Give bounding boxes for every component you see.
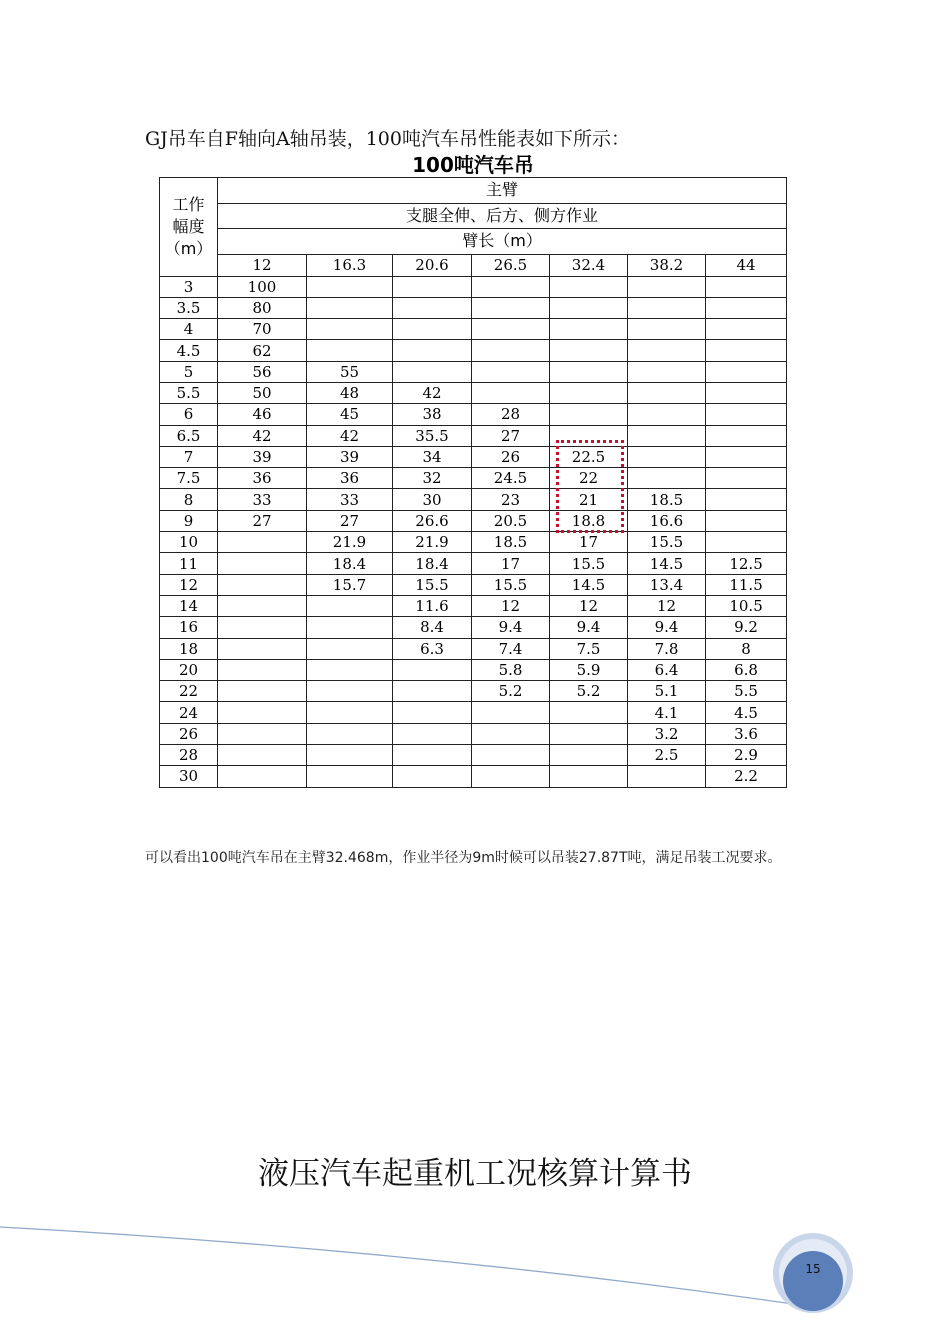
capacity-cell: 14.5 bbox=[550, 574, 628, 595]
capacity-cell: 28 bbox=[472, 404, 550, 425]
capacity-cell: 8 bbox=[706, 638, 787, 659]
capacity-cell bbox=[706, 361, 787, 382]
capacity-cell bbox=[393, 702, 472, 723]
table-title: 100吨汽车吊 bbox=[412, 153, 534, 177]
boom-length-cell: 12 bbox=[218, 254, 307, 276]
capacity-cell bbox=[393, 766, 472, 787]
boom-length-cell: 20.6 bbox=[393, 254, 472, 276]
capacity-cell bbox=[393, 361, 472, 382]
capacity-cell bbox=[706, 340, 787, 361]
capacity-cell: 33 bbox=[218, 489, 307, 510]
capacity-cell: 21.9 bbox=[307, 532, 393, 553]
capacity-cell bbox=[307, 681, 393, 702]
capacity-cell bbox=[307, 340, 393, 361]
capacity-cell: 15.5 bbox=[472, 574, 550, 595]
capacity-cell bbox=[393, 319, 472, 340]
radius-header-line-2: 幅度 bbox=[172, 216, 205, 236]
capacity-cell bbox=[472, 361, 550, 382]
table-row bbox=[160, 382, 787, 403]
capacity-cell bbox=[307, 276, 393, 297]
table-row bbox=[160, 638, 787, 659]
capacity-cell bbox=[218, 766, 307, 787]
capacity-cell: 46 bbox=[218, 404, 307, 425]
capacity-cell bbox=[628, 361, 706, 382]
capacity-cell: 11.6 bbox=[393, 595, 472, 616]
capacity-cell: 5.2 bbox=[472, 681, 550, 702]
capacity-cell bbox=[706, 468, 787, 489]
table-row bbox=[160, 595, 787, 616]
radius-cell: 10 bbox=[160, 532, 218, 553]
radius-cell: 4 bbox=[160, 319, 218, 340]
capacity-cell: 11.5 bbox=[706, 574, 787, 595]
radius-header bbox=[160, 178, 218, 277]
capacity-cell bbox=[550, 702, 628, 723]
capacity-cell bbox=[706, 276, 787, 297]
capacity-cell: 36 bbox=[218, 468, 307, 489]
capacity-cell bbox=[307, 638, 393, 659]
conclusion-text: 可以看出100吨汽车吊在主臂32.468m，作业半径为9m时候可以吊装27.87T吨，满足吊装工况要求。 bbox=[145, 850, 782, 866]
capacity-cell bbox=[628, 446, 706, 467]
capacity-cell: 100 bbox=[218, 276, 307, 297]
capacity-cell: 9.4 bbox=[472, 617, 550, 638]
radius-cell: 20 bbox=[160, 659, 218, 680]
capacity-cell: 8.4 bbox=[393, 617, 472, 638]
capacity-cell: 3.2 bbox=[628, 723, 706, 744]
capacity-cell: 15.5 bbox=[550, 553, 628, 574]
boom-length-cell: 26.5 bbox=[472, 254, 550, 276]
boom-length-cell: 16.3 bbox=[307, 254, 393, 276]
capacity-cell bbox=[472, 340, 550, 361]
capacity-cell: 18.4 bbox=[393, 553, 472, 574]
capacity-cell bbox=[550, 723, 628, 744]
capacity-cell: 10.5 bbox=[706, 595, 787, 616]
capacity-cell bbox=[550, 361, 628, 382]
capacity-cell: 9.2 bbox=[706, 617, 787, 638]
capacity-cell bbox=[550, 382, 628, 403]
capacity-cell: 23 bbox=[472, 489, 550, 510]
capacity-cell: 9.4 bbox=[628, 617, 706, 638]
capacity-cell: 55 bbox=[307, 361, 393, 382]
table-row bbox=[160, 468, 787, 489]
capacity-cell bbox=[628, 297, 706, 318]
capacity-cell bbox=[550, 766, 628, 787]
radius-cell: 5 bbox=[160, 361, 218, 382]
capacity-cell bbox=[393, 745, 472, 766]
table-row bbox=[160, 659, 787, 680]
capacity-cell bbox=[550, 745, 628, 766]
table-row bbox=[160, 510, 787, 531]
radius-cell: 7 bbox=[160, 446, 218, 467]
capacity-cell bbox=[307, 745, 393, 766]
capacity-cell bbox=[706, 510, 787, 531]
capacity-cell: 3.6 bbox=[706, 723, 787, 744]
capacity-cell: 32 bbox=[393, 468, 472, 489]
capacity-cell: 5.5 bbox=[706, 681, 787, 702]
table-row bbox=[160, 681, 787, 702]
radius-cell: 6 bbox=[160, 404, 218, 425]
table-row bbox=[160, 723, 787, 744]
capacity-cell: 12 bbox=[550, 595, 628, 616]
table-row bbox=[160, 361, 787, 382]
capacity-cell: 7.4 bbox=[472, 638, 550, 659]
table-row bbox=[160, 276, 787, 297]
capacity-cell bbox=[628, 340, 706, 361]
capacity-cell: 12 bbox=[628, 595, 706, 616]
radius-cell: 18 bbox=[160, 638, 218, 659]
table-row bbox=[160, 702, 787, 723]
capacity-cell: 15.5 bbox=[393, 574, 472, 595]
boom-length-header: 臂长（m） bbox=[218, 229, 787, 255]
radius-cell: 16 bbox=[160, 617, 218, 638]
radius-cell: 30 bbox=[160, 766, 218, 787]
capacity-cell bbox=[393, 681, 472, 702]
capacity-cell: 15.5 bbox=[628, 532, 706, 553]
capacity-cell bbox=[550, 319, 628, 340]
radius-cell: 3.5 bbox=[160, 297, 218, 318]
table-row bbox=[160, 489, 787, 510]
capacity-cell bbox=[393, 276, 472, 297]
radius-cell: 3 bbox=[160, 276, 218, 297]
capacity-cell: 30 bbox=[393, 489, 472, 510]
capacity-cell bbox=[472, 276, 550, 297]
capacity-cell: 48 bbox=[307, 382, 393, 403]
capacity-cell bbox=[706, 382, 787, 403]
radius-cell: 11 bbox=[160, 553, 218, 574]
capacity-cell bbox=[706, 489, 787, 510]
capacity-cell bbox=[218, 702, 307, 723]
capacity-cell: 18.5 bbox=[628, 489, 706, 510]
capacity-cell: 22.5 bbox=[550, 446, 628, 467]
boom-length-cell: 44 bbox=[706, 254, 787, 276]
radius-cell: 12 bbox=[160, 574, 218, 595]
capacity-cell: 36 bbox=[307, 468, 393, 489]
capacity-cell: 5.2 bbox=[550, 681, 628, 702]
radius-cell: 6.5 bbox=[160, 425, 218, 446]
capacity-cell bbox=[218, 574, 307, 595]
capacity-cell bbox=[706, 446, 787, 467]
capacity-cell: 12 bbox=[472, 595, 550, 616]
table-row bbox=[160, 404, 787, 425]
radius-cell: 24 bbox=[160, 702, 218, 723]
boom-length-row bbox=[160, 254, 787, 276]
capacity-cell: 18.5 bbox=[472, 532, 550, 553]
capacity-cell bbox=[628, 319, 706, 340]
capacity-cell bbox=[472, 319, 550, 340]
capacity-cell bbox=[218, 553, 307, 574]
capacity-cell: 6.8 bbox=[706, 659, 787, 680]
capacity-cell: 4.1 bbox=[628, 702, 706, 723]
capacity-cell bbox=[307, 702, 393, 723]
radius-cell: 28 bbox=[160, 745, 218, 766]
capacity-cell bbox=[393, 659, 472, 680]
capacity-cell: 24.5 bbox=[472, 468, 550, 489]
capacity-cell: 21 bbox=[550, 489, 628, 510]
capacity-cell bbox=[472, 702, 550, 723]
capacity-cell bbox=[218, 595, 307, 616]
capacity-cell bbox=[307, 297, 393, 318]
capacity-cell: 56 bbox=[218, 361, 307, 382]
radius-header-line-3: （m） bbox=[164, 238, 213, 258]
table-row bbox=[160, 574, 787, 595]
radius-cell: 26 bbox=[160, 723, 218, 744]
capacity-cell: 70 bbox=[218, 319, 307, 340]
capacity-cell: 15.7 bbox=[307, 574, 393, 595]
capacity-cell: 26.6 bbox=[393, 510, 472, 531]
capacity-cell: 2.9 bbox=[706, 745, 787, 766]
intro-text: GJ吊车自F轴向A轴吊装，100吨汽车吊性能表如下所示： bbox=[145, 128, 630, 150]
capacity-cell: 17 bbox=[472, 553, 550, 574]
table-row bbox=[160, 745, 787, 766]
capacity-cell: 33 bbox=[307, 489, 393, 510]
main-boom-header: 主臂 bbox=[218, 178, 787, 204]
capacity-cell bbox=[706, 532, 787, 553]
capacity-cell bbox=[472, 382, 550, 403]
capacity-cell bbox=[472, 745, 550, 766]
capacity-cell bbox=[706, 425, 787, 446]
table-row bbox=[160, 297, 787, 318]
capacity-cell bbox=[550, 404, 628, 425]
capacity-cell: 39 bbox=[307, 446, 393, 467]
capacity-cell bbox=[393, 297, 472, 318]
radius-cell: 9 bbox=[160, 510, 218, 531]
capacity-cell bbox=[218, 617, 307, 638]
capacity-cell bbox=[218, 723, 307, 744]
radius-cell: 14 bbox=[160, 595, 218, 616]
radius-cell: 8 bbox=[160, 489, 218, 510]
capacity-cell bbox=[628, 382, 706, 403]
capacity-cell: 27 bbox=[307, 510, 393, 531]
table-row bbox=[160, 553, 787, 574]
capacity-cell bbox=[307, 659, 393, 680]
radius-cell: 7.5 bbox=[160, 468, 218, 489]
capacity-cell bbox=[550, 297, 628, 318]
capacity-cell bbox=[472, 297, 550, 318]
capacity-cell: 6.4 bbox=[628, 659, 706, 680]
table-row bbox=[160, 425, 787, 446]
capacity-cell bbox=[218, 681, 307, 702]
capacity-cell: 18.8 bbox=[550, 510, 628, 531]
capacity-cell bbox=[472, 766, 550, 787]
capacity-cell bbox=[218, 638, 307, 659]
table-row bbox=[160, 340, 787, 361]
capacity-cell bbox=[628, 468, 706, 489]
capacity-cell: 42 bbox=[393, 382, 472, 403]
capacity-cell: 2.2 bbox=[706, 766, 787, 787]
capacity-cell bbox=[307, 319, 393, 340]
highlight-box bbox=[556, 440, 624, 533]
radius-cell: 22 bbox=[160, 681, 218, 702]
capacity-cell bbox=[218, 745, 307, 766]
capacity-cell: 39 bbox=[218, 446, 307, 467]
capacity-cell bbox=[628, 276, 706, 297]
document-title: 液压汽车起重机工况核算计算书 bbox=[258, 1156, 692, 1192]
capacity-cell bbox=[550, 340, 628, 361]
page-number: 15 bbox=[805, 1262, 821, 1276]
capacity-cell bbox=[628, 766, 706, 787]
capacity-cell bbox=[628, 425, 706, 446]
capacity-cell: 17 bbox=[550, 532, 628, 553]
capacity-cell: 4.5 bbox=[706, 702, 787, 723]
capacity-cell bbox=[550, 276, 628, 297]
table-row bbox=[160, 617, 787, 638]
capacity-cell: 20.5 bbox=[472, 510, 550, 531]
capacity-cell: 22 bbox=[550, 468, 628, 489]
capacity-cell: 13.4 bbox=[628, 574, 706, 595]
capacity-cell: 16.6 bbox=[628, 510, 706, 531]
capacity-cell: 7.8 bbox=[628, 638, 706, 659]
operation-mode-header: 支腿全伸、后方、侧方作业 bbox=[218, 203, 787, 229]
capacity-cell: 80 bbox=[218, 297, 307, 318]
boom-length-cell: 32.4 bbox=[550, 254, 628, 276]
radius-cell: 5.5 bbox=[160, 382, 218, 403]
capacity-cell bbox=[706, 297, 787, 318]
boom-length-cell: 38.2 bbox=[628, 254, 706, 276]
capacity-cell: 12.5 bbox=[706, 553, 787, 574]
capacity-cell: 18.4 bbox=[307, 553, 393, 574]
capacity-cell: 38 bbox=[393, 404, 472, 425]
crane-performance-table bbox=[159, 177, 787, 788]
table-row bbox=[160, 319, 787, 340]
capacity-cell bbox=[218, 659, 307, 680]
capacity-cell: 42 bbox=[218, 425, 307, 446]
capacity-cell: 50 bbox=[218, 382, 307, 403]
capacity-cell: 6.3 bbox=[393, 638, 472, 659]
capacity-cell bbox=[307, 617, 393, 638]
capacity-cell: 9.4 bbox=[550, 617, 628, 638]
capacity-cell: 27 bbox=[218, 510, 307, 531]
capacity-cell: 5.8 bbox=[472, 659, 550, 680]
capacity-cell: 27 bbox=[472, 425, 550, 446]
capacity-cell: 62 bbox=[218, 340, 307, 361]
capacity-cell: 21.9 bbox=[393, 532, 472, 553]
table-row bbox=[160, 766, 787, 787]
capacity-cell: 45 bbox=[307, 404, 393, 425]
capacity-cell: 26 bbox=[472, 446, 550, 467]
capacity-cell: 5.1 bbox=[628, 681, 706, 702]
capacity-cell: 2.5 bbox=[628, 745, 706, 766]
table-row bbox=[160, 446, 787, 467]
capacity-cell: 7.5 bbox=[550, 638, 628, 659]
capacity-cell bbox=[706, 319, 787, 340]
capacity-cell bbox=[393, 723, 472, 744]
capacity-cell: 42 bbox=[307, 425, 393, 446]
capacity-cell: 5.9 bbox=[550, 659, 628, 680]
table-row bbox=[160, 532, 787, 553]
capacity-cell bbox=[307, 595, 393, 616]
capacity-cell bbox=[393, 340, 472, 361]
capacity-cell bbox=[218, 532, 307, 553]
capacity-cell: 14.5 bbox=[628, 553, 706, 574]
capacity-cell bbox=[472, 723, 550, 744]
capacity-cell bbox=[307, 766, 393, 787]
capacity-cell: 35.5 bbox=[393, 425, 472, 446]
capacity-cell bbox=[706, 404, 787, 425]
radius-cell: 4.5 bbox=[160, 340, 218, 361]
radius-header-line-1: 工作 bbox=[172, 194, 205, 214]
capacity-cell bbox=[307, 723, 393, 744]
capacity-cell bbox=[628, 404, 706, 425]
capacity-cell: 34 bbox=[393, 446, 472, 467]
